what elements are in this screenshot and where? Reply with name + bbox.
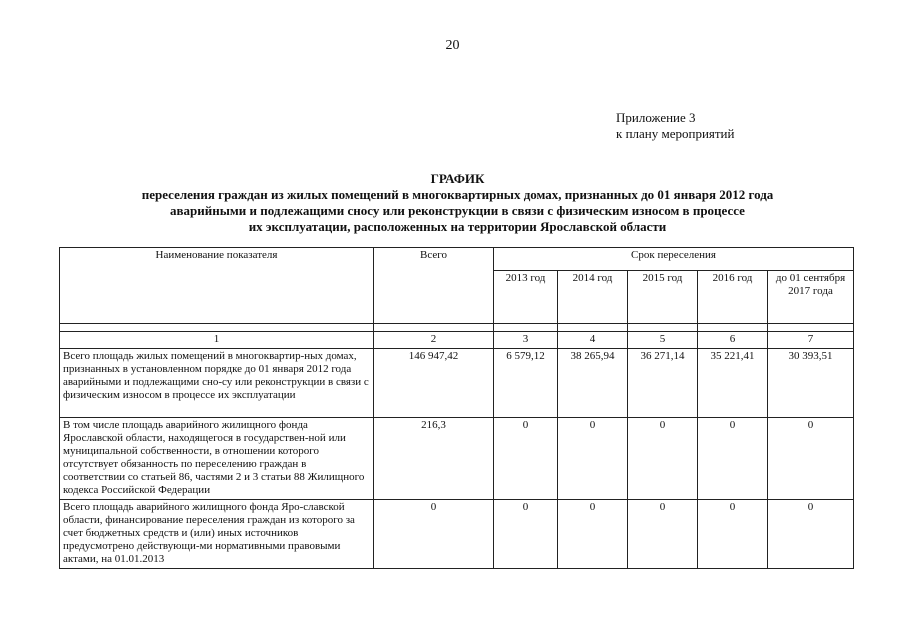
appendix-line-1: Приложение 3 [616,110,696,125]
row-value-2013: 0 [494,500,558,569]
row-value-2015: 0 [628,418,698,500]
row-value-2017: 30 393,51 [768,349,854,418]
header-period: Срок переселения [494,248,854,271]
column-number: 5 [628,332,698,349]
column-number: 2 [374,332,494,349]
header-indicator-name: Наименование показателя [60,248,374,324]
page-number: 20 [445,38,460,53]
row-value-2014: 0 [558,500,628,569]
row-value-2015: 0 [628,500,698,569]
header-year-2014: 2014 год [558,271,628,324]
row-value-2016: 0 [698,418,768,500]
column-number: 6 [698,332,768,349]
subtitle-line-2: аварийными и подлежащими сносу или реконструкции в связи с физическим износом в процессе [170,203,745,218]
subtitle-line-3: их эксплуатации, расположенных на территории Ярославской области [248,219,667,234]
appendix-note [616,110,734,142]
header-row [60,248,854,271]
row-value-2017: 0 [768,418,854,500]
row-value-2013: 0 [494,418,558,500]
table-row [60,418,854,500]
row-value-2015: 36 271,14 [628,349,698,418]
row-value-2017: 0 [768,500,854,569]
table-row [60,349,854,418]
row-value-total: 0 [374,500,494,569]
subtitle-line-1: переселения граждан из жилых помещений в многоквартирных домах, признанных до 01 января 2012 года [141,187,774,202]
header-year-2016: 2016 год [698,271,768,324]
row-indicator-name: В том числе площадь аварийного жилищного фонда Ярославской области, находящегося в государствен-ной или муниципальной собственности, в отношении которого отсутствует обязанность по переселению граждан в соответствии со статьей 86, частями 2 и 3 статьи 88 Жилищного кодекса Российской Федерации [60,418,374,500]
column-number: 1 [60,332,374,349]
column-numbers-row [60,332,854,349]
row-value-total: 146 947,42 [374,349,494,418]
header-total: Всего [374,248,494,324]
table-row [60,500,854,569]
row-value-2014: 0 [558,418,628,500]
row-value-2014: 38 265,94 [558,349,628,418]
row-value-2016: 35 221,41 [698,349,768,418]
column-number: 4 [558,332,628,349]
header-year-2013: 2013 год [494,271,558,324]
row-value-2013: 6 579,12 [494,349,558,418]
row-value-total: 216,3 [374,418,494,500]
column-number: 7 [768,332,854,349]
row-indicator-name: Всего площадь аварийного жилищного фонда Яро-славской области, финансирование переселения граждан из которого за счет бюджетных средств и (или) иных источников предусмотрено действующи-ми нормативными правовыми актами, на 01.01.2013 [60,500,374,569]
resettlement-schedule-table [59,247,854,569]
header-gap [60,324,854,332]
header-year-2015: 2015 год [628,271,698,324]
document-title: ГРАФИК [430,171,485,186]
appendix-line-2: к плану мероприятий [616,126,735,141]
row-indicator-name: Всего площадь жилых помещений в многоквартир-ных домах, признанных в установленном порядке до 01 января 2012 года аварийными и подлежащими сно-су или реконструкции в связи с физическим износом в процессе их эксплуатации [60,349,374,418]
header-year-2017: до 01 сентября 2017 года [768,271,854,324]
row-value-2016: 0 [698,500,768,569]
document-subtitle [60,187,855,235]
column-number: 3 [494,332,558,349]
